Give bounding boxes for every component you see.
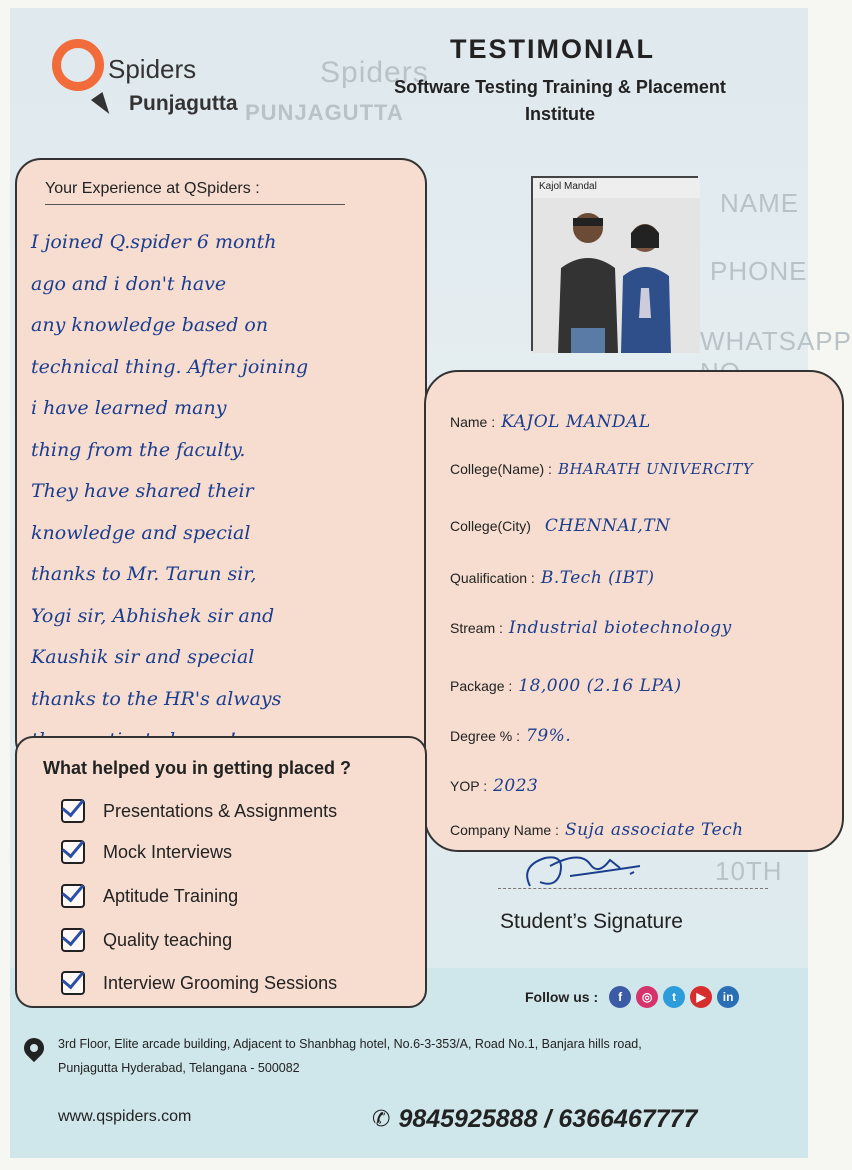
package-value: 18,000 (2.16 LPA)	[518, 676, 682, 696]
experience-underline	[45, 204, 345, 205]
student-signature-mark	[510, 846, 660, 892]
checkbox-checked-icon	[61, 799, 85, 823]
experience-line: technical thing. After joining	[31, 355, 309, 378]
watermark-line: 10TH	[715, 856, 783, 886]
experience-line: thanks to Mr. Tarun sir,	[31, 563, 257, 585]
phone-number[interactable]: 9845925888 / 6366467777	[398, 1105, 698, 1133]
watermark-line: WHATSAPP	[700, 326, 852, 356]
company-label: Company Name :	[450, 822, 559, 838]
company-row	[450, 820, 744, 840]
brand-name: Spiders	[108, 54, 197, 84]
helped-title: What helped you in getting placed ?	[43, 758, 352, 778]
package-row	[450, 676, 682, 696]
helped-item	[61, 881, 238, 911]
checkbox-checked-icon	[61, 971, 85, 995]
yop-label: YOP :	[450, 778, 488, 794]
address-line: 3rd Floor, Elite arcade building, Adjacent to Shanbhag hotel, No.6-3-353/A, Road No.1, Banjara hills road,	[58, 1037, 642, 1051]
company-value: Suja associate Tech	[564, 820, 744, 840]
degree-row	[450, 726, 571, 746]
phone-icon: ✆	[372, 1107, 391, 1132]
testimonial-sheet	[10, 8, 852, 1158]
student-photo	[531, 176, 698, 351]
twitter-icon[interactable]: t	[663, 986, 685, 1008]
signature-label: Student’s Signature	[500, 910, 683, 933]
address	[58, 1032, 778, 1080]
experience-text	[31, 222, 425, 762]
photo-illustration	[533, 178, 700, 353]
youtube-icon[interactable]: ▶	[690, 986, 712, 1008]
qspiders-logo	[52, 36, 252, 126]
address-line: Punjagutta Hyderabad, Telangana - 500082	[58, 1061, 300, 1075]
qualification-label: Qualification :	[450, 570, 535, 586]
website-link[interactable]: www.qspiders.com	[58, 1108, 192, 1125]
helped-item-label: Aptitude Training	[103, 885, 239, 906]
experience-line: i have learned many	[31, 397, 227, 419]
college-row	[450, 460, 753, 478]
city-label: College(City)	[450, 518, 531, 534]
helped-item	[61, 925, 232, 955]
student-details-panel	[424, 370, 844, 852]
page-title: TESTIMONIAL	[450, 34, 655, 64]
helped-item-label: Interview Grooming Sessions	[103, 972, 338, 993]
follow-us	[525, 986, 739, 1008]
city-value: CHENNAI,TN	[544, 516, 671, 536]
helped-item-label: Presentations & Assignments	[103, 800, 338, 821]
experience-panel	[15, 158, 427, 766]
helped-item	[61, 837, 232, 867]
name-label: Name :	[450, 414, 496, 430]
checkbox-checked-icon	[61, 840, 85, 864]
linkedin-icon[interactable]: in	[717, 986, 739, 1008]
stream-label: Stream :	[450, 620, 503, 636]
brand-location: Punjagutta	[129, 92, 238, 115]
yop-value: 2023	[493, 776, 539, 796]
page-subtitle: Software Testing Training & Placement Institute	[394, 77, 726, 124]
checkbox-checked-icon	[61, 884, 85, 908]
college-label: College(Name) :	[450, 461, 552, 477]
experience-line: They have shared their	[31, 480, 254, 502]
experience-line: Yogi sir, Abhishek sir and	[31, 604, 275, 627]
experience-line: ago and i don't have	[31, 272, 227, 295]
degree-value: 79%.	[526, 726, 572, 746]
qualification-value: B.Tech (IBT)	[540, 568, 655, 588]
photo-caption: Kajol Mandal	[539, 181, 597, 192]
watermark-brand: Spiders	[320, 56, 429, 89]
experience-line: thing from the faculty.	[31, 438, 246, 461]
watermark-line: NAME	[720, 188, 800, 218]
checkbox-checked-icon	[61, 928, 85, 952]
name-row	[450, 412, 651, 432]
degree-label: Degree % :	[450, 728, 521, 744]
logo-ring-icon	[52, 39, 104, 91]
yop-row	[450, 776, 538, 796]
signature-line	[498, 888, 768, 889]
instagram-icon[interactable]: ◎	[636, 986, 658, 1008]
follow-label: Follow us :	[525, 989, 599, 1005]
helped-item	[61, 796, 337, 826]
experience-line: any knowledge based on	[31, 314, 269, 336]
helped-item-label: Mock Interviews	[103, 841, 233, 862]
city-row	[450, 516, 671, 536]
helped-panel	[15, 736, 427, 1008]
phone-contact	[372, 1105, 697, 1134]
stream-value: Industrial biotechnology	[508, 618, 732, 638]
experience-heading: Your Experience at QSpiders :	[45, 180, 260, 197]
stream-row	[450, 618, 732, 638]
experience-line: I joined Q.spider 6 month	[31, 231, 277, 253]
logo-pin-icon	[91, 92, 115, 118]
watermark-line: PHONE	[710, 256, 808, 286]
experience-line: thanks to the HR's always	[31, 687, 282, 710]
qualification-row	[450, 568, 655, 588]
experience-line: Kaushik sir and special	[31, 646, 255, 668]
helped-item-label: Quality teaching	[103, 929, 233, 950]
package-label: Package :	[450, 678, 513, 694]
watermark-location: PUNJAGUTTA	[245, 100, 404, 125]
college-value: BHARATH UNIVERCITY	[557, 460, 754, 478]
experience-line: knowledge and special	[31, 521, 251, 544]
helped-item	[61, 968, 337, 998]
name-value: KAJOL MANDAL	[501, 412, 651, 432]
facebook-icon[interactable]: f	[609, 986, 631, 1008]
